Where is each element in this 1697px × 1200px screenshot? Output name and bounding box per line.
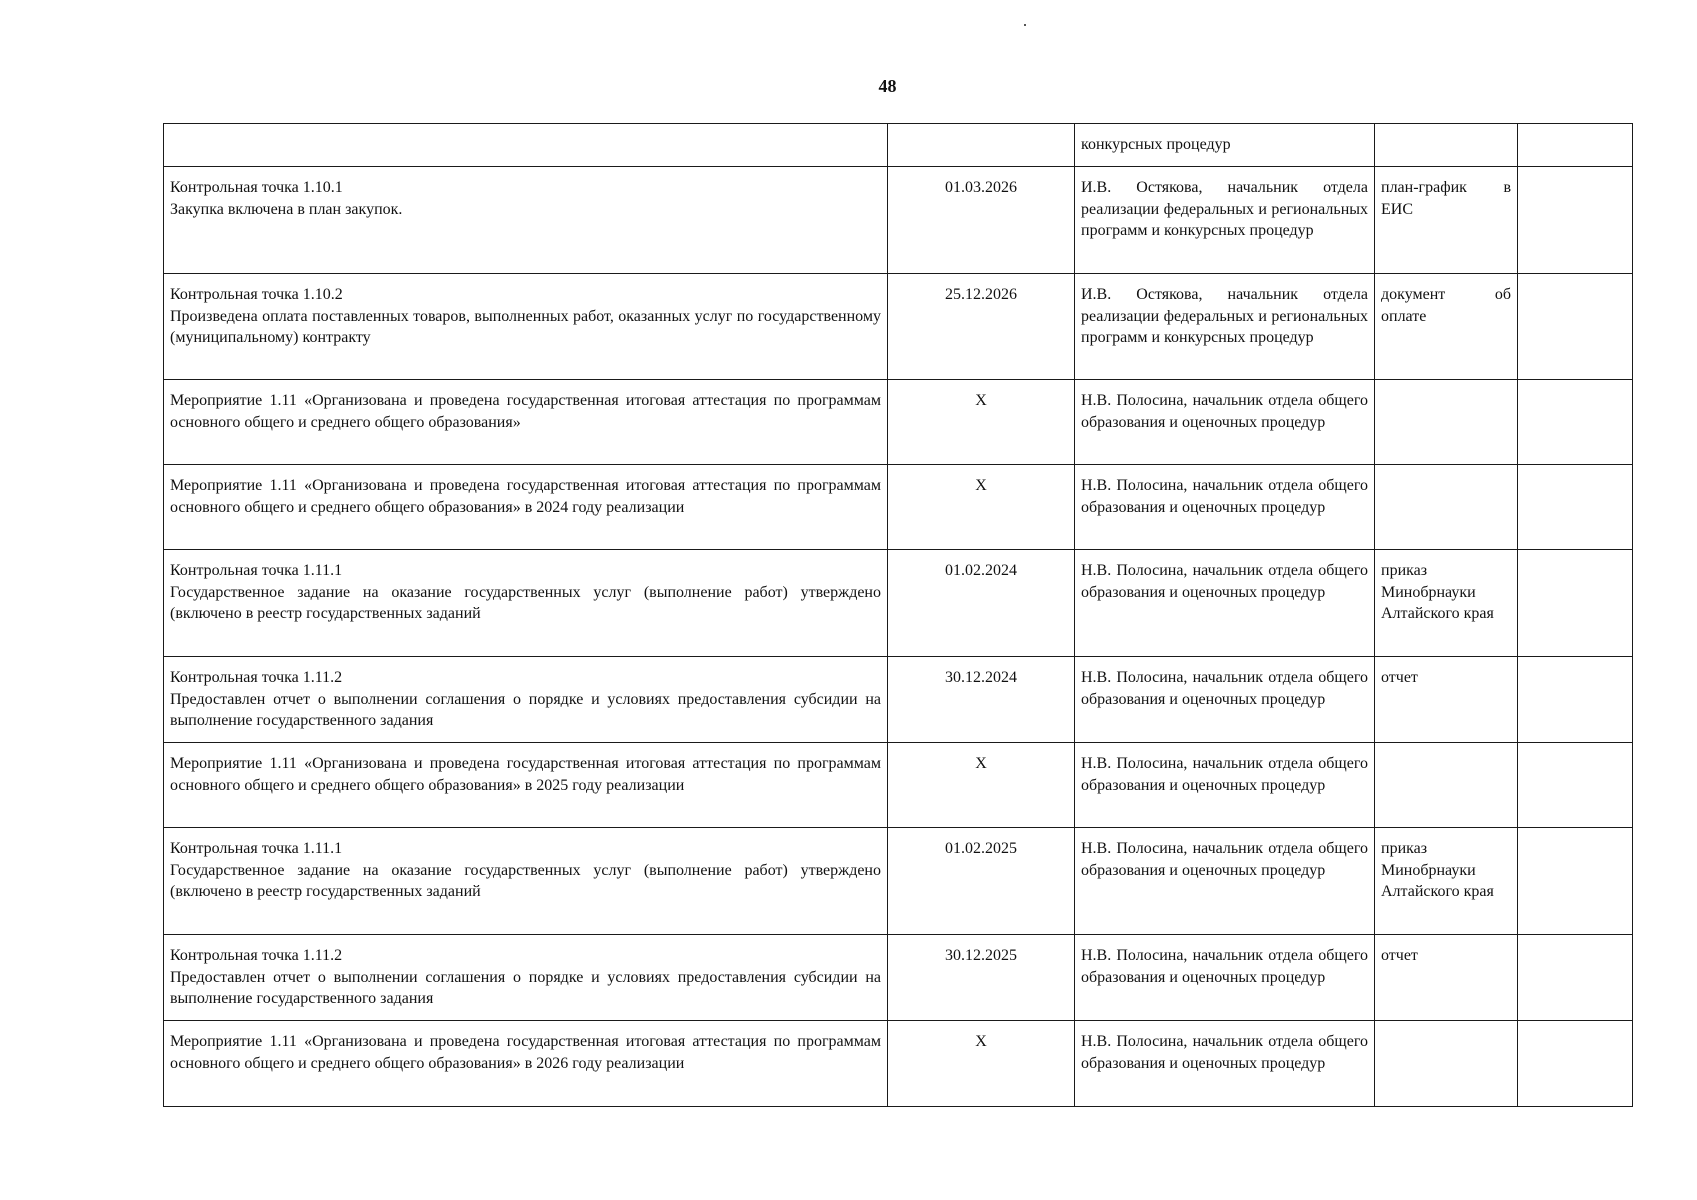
table-row — [164, 274, 1633, 380]
table-row — [164, 465, 1633, 550]
cell-document — [1375, 465, 1518, 550]
cell-responsible: И.В. Остякова, начальник отдела реализации федеральных и региональных программ и конкурсных процедур — [1075, 167, 1375, 274]
control-point-heading: Контрольная точка 1.11.1 — [170, 840, 343, 857]
cell-document: приказ Минобрнауки Алтайского края — [1375, 828, 1518, 935]
cell-empty — [1518, 124, 1633, 167]
cell-document: приказ Минобрнауки Алтайского края — [1375, 550, 1518, 657]
cell-description — [164, 380, 888, 465]
cell-description — [164, 828, 888, 935]
cell-date: 01.02.2024 — [888, 550, 1075, 657]
cell-description — [164, 743, 888, 828]
cell-empty — [1518, 380, 1633, 465]
cell-description — [164, 167, 888, 274]
cell-description — [164, 935, 888, 1021]
cell-empty — [1518, 657, 1633, 743]
description-text: Предоставлен отчет о выполнении соглашения о порядке и условиях предоставления субсидии на выполнение государственного задания — [170, 968, 881, 1007]
cell-date: 01.03.2026 — [888, 167, 1075, 274]
cell-empty — [1518, 465, 1633, 550]
cell-description — [164, 550, 888, 657]
description-text: Мероприятие 1.11 «Организована и проведена государственная итоговая аттестация по программам основного общего и среднего общего образования» в 2024 году реализации — [170, 477, 881, 516]
cell-description — [164, 274, 888, 380]
control-point-heading: Контрольная точка 1.10.1 — [170, 179, 343, 196]
cell-document: отчет — [1375, 935, 1518, 1021]
table-row — [164, 828, 1633, 935]
control-point-heading: Контрольная точка 1.10.2 — [170, 286, 343, 303]
cell-date: X — [888, 1021, 1075, 1107]
cell-date: 25.12.2026 — [888, 274, 1075, 380]
cell-responsible: Н.В. Полосина, начальник отдела общего образования и оценочных процедур — [1075, 935, 1375, 1021]
cell-responsible: Н.В. Полосина, начальник отдела общего образования и оценочных процедур — [1075, 380, 1375, 465]
description-text: Произведена оплата поставленных товаров, выполненных работ, оказанных услуг по государственному (муниципальному) контракту — [170, 307, 881, 346]
scan-speck — [1024, 24, 1026, 26]
description-text: Предоставлен отчет о выполнении соглашения о порядке и условиях предоставления субсидии на выполнение государственного задания — [170, 690, 881, 729]
cell-date — [888, 124, 1075, 167]
cell-responsible: Н.В. Полосина, начальник отдела общего образования и оценочных процедур — [1075, 657, 1375, 743]
cell-empty — [1518, 743, 1633, 828]
table-row — [164, 124, 1633, 167]
cell-empty — [1518, 167, 1633, 274]
cell-document — [1375, 743, 1518, 828]
description-text: Мероприятие 1.11 «Организована и проведена государственная итоговая аттестация по программам основного общего и среднего общего образования» — [170, 392, 881, 431]
table-row — [164, 380, 1633, 465]
plan-table — [163, 123, 1633, 1107]
table-body — [164, 124, 1633, 1107]
cell-responsible: И.В. Остякова, начальник отдела реализации федеральных и региональных программ и конкурсных процедур — [1075, 274, 1375, 380]
cell-responsible: Н.В. Полосина, начальник отдела общего образования и оценочных процедур — [1075, 1021, 1375, 1107]
cell-empty — [1518, 274, 1633, 380]
table-row — [164, 167, 1633, 274]
cell-empty — [1518, 935, 1633, 1021]
cell-description — [164, 1021, 888, 1107]
cell-empty — [1518, 828, 1633, 935]
cell-description — [164, 124, 888, 167]
cell-responsible: Н.В. Полосина, начальник отдела общего образования и оценочных процедур — [1075, 465, 1375, 550]
description-text: Государственное задание на оказание государственных услуг (выполнение работ) утверждено (включено в реестр государственных заданий — [170, 861, 881, 900]
cell-document — [1375, 380, 1518, 465]
cell-document — [1375, 1021, 1518, 1107]
table-row — [164, 550, 1633, 657]
cell-responsible: Н.В. Полосина, начальник отдела общего образования и оценочных процедур — [1075, 828, 1375, 935]
cell-empty — [1518, 1021, 1633, 1107]
cell-date: 30.12.2024 — [888, 657, 1075, 743]
cell-description — [164, 465, 888, 550]
cell-date: X — [888, 743, 1075, 828]
cell-document: документ об оплате — [1375, 274, 1518, 380]
control-point-heading: Контрольная точка 1.11.2 — [170, 669, 343, 686]
table-row — [164, 1021, 1633, 1107]
cell-date: X — [888, 380, 1075, 465]
table-row — [164, 657, 1633, 743]
cell-document: план-график в ЕИС — [1375, 167, 1518, 274]
cell-empty — [1518, 550, 1633, 657]
cell-document — [1375, 124, 1518, 167]
table-row — [164, 743, 1633, 828]
description-text: Мероприятие 1.11 «Организована и проведена государственная итоговая аттестация по программам основного общего и среднего общего образования» в 2026 году реализации — [170, 1033, 881, 1072]
cell-document: отчет — [1375, 657, 1518, 743]
cell-description — [164, 657, 888, 743]
cell-date: 01.02.2025 — [888, 828, 1075, 935]
cell-date: X — [888, 465, 1075, 550]
control-point-heading: Контрольная точка 1.11.2 — [170, 947, 343, 964]
description-text: Государственное задание на оказание государственных услуг (выполнение работ) утверждено (включено в реестр государственных заданий — [170, 583, 881, 622]
cell-responsible: Н.В. Полосина, начальник отдела общего образования и оценочных процедур — [1075, 550, 1375, 657]
table-row — [164, 935, 1633, 1021]
cell-responsible: конкурсных процедур — [1075, 124, 1375, 167]
cell-responsible: Н.В. Полосина, начальник отдела общего образования и оценочных процедур — [1075, 743, 1375, 828]
page-number: 48 — [878, 76, 897, 96]
description-text: Закупка включена в план закупок. — [170, 200, 403, 218]
control-point-heading: Контрольная точка 1.11.1 — [170, 562, 343, 579]
description-text: Мероприятие 1.11 «Организована и проведена государственная итоговая аттестация по программам основного общего и среднего общего образования» в 2025 году реализации — [170, 755, 881, 794]
cell-date: 30.12.2025 — [888, 935, 1075, 1021]
